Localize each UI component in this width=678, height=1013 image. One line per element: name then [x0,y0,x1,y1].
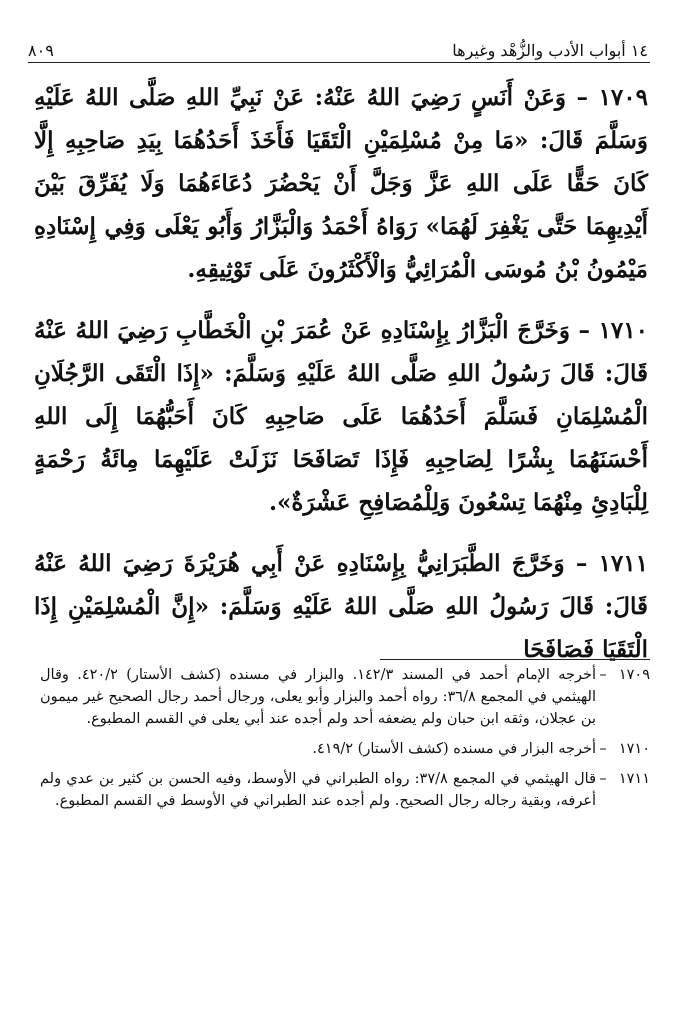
main-text [34,76,648,689]
footnote-number: ١٧١٠ [618,741,650,757]
hadith-number: ١٧١١ [598,550,648,577]
hadith-1711 [34,542,648,671]
running-title: ١٤ أبواب الأدب والزُّهْد وغيرها [452,41,648,60]
footnote-number: ١٧٠٩ [618,667,650,683]
footnote-1711 [40,768,650,812]
hadith-1709 [34,76,648,291]
hadith-1710 [34,309,648,524]
footnote-text: أخرجه البزار في مسنده (كشف الأستار) ٤١٩/٢. [312,741,596,757]
hadith-number: ١٧١٠ [598,317,648,344]
hadith-text: وَخَرَّجَ الْبَزَّارُ بِإِسْنَادِهِ عَنْ عُمَرَ بْنِ الْخَطَّابِ رَضِيَ اللهُ عَنْهُ قَالَ: قَالَ رَسُولُ اللهِ صَلَّى اللهُ عَلَيْهِ وَسَلَّمَ: «إِذَا الْتَقَى الرَّجُلَانِ الْمُسْلِمَانِ فَسَلَّمَ أَحَدُهُمَا عَلَى صَاحِبِهِ كَانَ أَحَبُّهُمَا إِلَى اللهِ أَحْسَنَهُمَا بِشْرًا لِصَاحِبِهِ فَإِذَا تَصَافَحَا نَزَلَتْ عَلَيْهِمَا مِائَةُ رَحْمَةٍ لِلْبَادِئِ مِنْهُمَا تِسْعُونَ وَلِلْمُصَافِحِ عَشْرَةٌ». [34,317,648,516]
header-rule [28,62,650,63]
footnote-dash: – [599,741,607,757]
hadith-dash: – [565,84,589,111]
footnote-number: ١٧١١ [618,771,650,787]
hadith-number: ١٧٠٩ [598,84,648,111]
hadith-dash: – [569,317,591,344]
hadith-text: وَعَنْ أَنَسٍ رَضِيَ اللهُ عَنْهُ: عَنْ نَبِيِّ اللهِ صَلَّى اللهُ عَلَيْهِ وَسَلَّمَ قَالَ: «مَا مِنْ مُسْلِمَيْنِ الْتَقَيَا فَأَخَذَ أَحَدُهُمَا بِيَدِ صَاحِبِهِ إِلَّا كَانَ حَقًّا عَلَى اللهِ عَزَّ وَجَلَّ أَنْ يَحْضُرَ دُعَاءَهُمَا وَلَا يُفَرِّقَ بَيْنَ أَيْدِيهِمَا حَتَّى يَغْفِرَ لَهُمَا» رَوَاهُ أَحْمَدُ وَالْبَزَّارُ وَأَبُو يَعْلَى وَفِي إِسْنَادِهِ مَيْمُونُ بْنُ مُوسَى الْمُرَائِيُّ وَالْأَكْثَرُونَ عَلَى تَوْثِيقِهِ. [34,84,648,283]
page-header [28,34,648,60]
page-number: ٨٠٩ [28,41,54,60]
footnote-1710 [40,738,650,760]
footnote-separator [380,659,650,660]
hadith-dash: – [564,550,588,577]
hadith-text: وَخَرَّجَ الطَّبَرَانِيُّ بِإِسْنَادِهِ عَنْ أَبِي هُرَيْرَةَ رَضِيَ اللهُ عَنْهُ قَالَ: قَالَ رَسُولُ اللهِ صَلَّى اللهُ عَلَيْهِ وَسَلَّمَ: «إِنَّ الْمُسْلِمَيْنِ إِذَا الْتَقَيَا فَصَافَحَا [34,550,648,663]
footnote-dash: – [599,667,607,683]
footnote-1709 [40,664,650,730]
footnote-dash: – [599,771,607,787]
footnote-text: قال الهيثمي في المجمع ٣٧/٨: رواه الطبراني في الأوسط، وفيه الحسن بن كثير بن عدي ولم أعرفه، وبقية رجاله رجال الصحيح. ولم أجده عند الطبراني في الأوسط في القسم المطبوع. [40,771,597,809]
footnotes [40,664,650,820]
footnote-text: أخرجه الإمام أحمد في المسند ١٤٢/٣. والبزار في مسنده (كشف الأستار) ٤٢٠/٢. وقال الهيثمي في المجمع ٣٦/٨: رواه أحمد والبزار وأبو يعلى، ورجال أحمد رجال الصحيح غير ميمون بن عجلان، وثقه ابن حبان ولم يضعفه أحد ولم أجده عند أبي يعلى في القسم المطبوع. [40,667,596,727]
